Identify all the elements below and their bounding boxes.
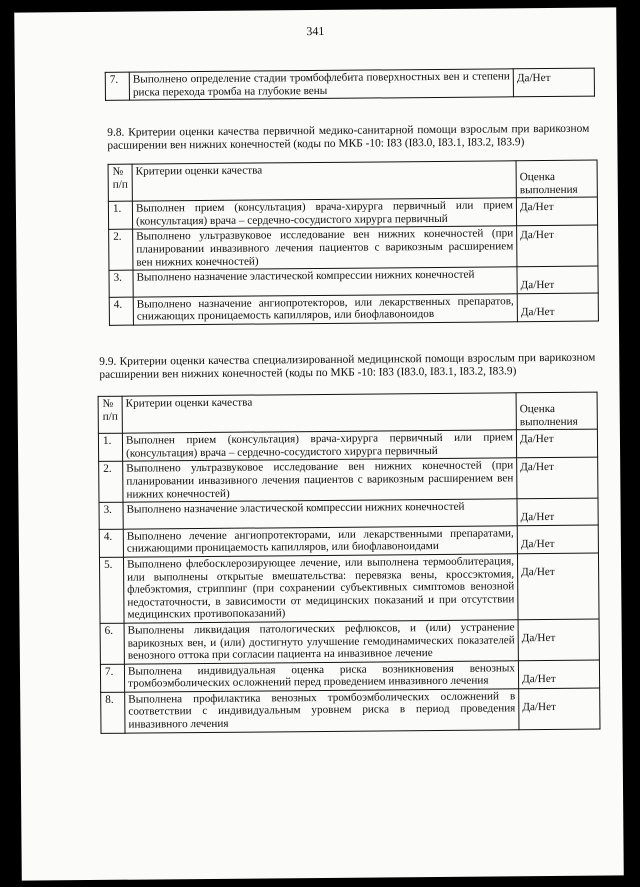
- row-number: 7.: [105, 72, 129, 100]
- table-row: [109, 293, 598, 325]
- section-98-heading: 9.8. Критерии оценки качества первичной медико-санитарной помощи взрослым при варикозном расширении вен нижних конечностей (коды по МКБ -10: I83 (I83.0, I83.1, I83.2, I83.9): [107, 122, 590, 152]
- row-number: 1.: [98, 433, 122, 461]
- table-row: [109, 266, 598, 297]
- row-criteria: Выполнено флебосклерозирующее лечение, или выполнена термооблитерация, или выполнены открытые вмешательства: перевязка вены, кроссэктомия, флебэктомия, стриппинг (при сохранении субъективных симптомов венозной недостаточности, в зависимости от медицинских показаний и при отсутствии медицинских противопоказаний): [123, 554, 518, 623]
- row-number: 5.: [99, 557, 124, 623]
- row-criteria: Выполнено лечение ангиопротекторами, или лекарственными препаратами, снижающими проницаемость капилляров, или биофлавоноидами: [123, 526, 517, 558]
- row-number: 2.: [99, 462, 123, 503]
- row-result: Да/Нет: [517, 525, 598, 554]
- section-99-table: [98, 392, 601, 734]
- row-criteria: Выполнена профилактика венозных тромбоэмболических осложнений в соответствии с индивидуальным уровнем риска в период проведения инвазивного лечения: [125, 689, 519, 733]
- table-row: [101, 688, 600, 733]
- table-row: [99, 525, 598, 558]
- table-row: [100, 619, 599, 664]
- row-result: Да/Нет: [517, 225, 598, 266]
- row-criteria: Выполнено определение стадии тромбофлебита поверхностных вен и степени риска перехода тромба на глубокие вены: [129, 69, 513, 101]
- row-criteria: Выполнена индивидуальная оценка риска возникновения венозных тромбоэмболических осложнений перед проведением инвазивного лечения: [124, 660, 518, 692]
- row-number: 4.: [109, 297, 133, 325]
- header-result: Оценка выполнения: [516, 160, 597, 198]
- table-row: [99, 457, 598, 502]
- table-row: [99, 553, 599, 623]
- row-result: Да/Нет: [517, 266, 598, 293]
- row-number: 2.: [109, 229, 133, 270]
- row-criteria: Выполнен прием (консультация) врача-хирурга первичный или прием (консультация) врача – сердечно-сосудистого хирурга первичный: [122, 430, 516, 462]
- row-criteria: Выполнено назначение ангиопротекторов, или лекарственных препаратов, снижающих проницаемость капилляров, или биофлавоноидов: [133, 294, 517, 326]
- row-criteria: Выполнен прием (консультация) врача-хирурга первичный или прием (консультация) врача – сердечно-сосудистого хирурга первичный: [132, 198, 516, 230]
- section-98-table: [108, 160, 599, 326]
- header-number: № п/п: [98, 396, 122, 433]
- row-result: Да/Нет: [519, 688, 600, 729]
- row-result: Да/Нет: [518, 660, 599, 689]
- row-criteria: Выполнено ультразвуковое исследование вен нижних конечностей (при планировании инвазивного лечения пациентов с варикозным расширением вен нижних конечностей): [133, 226, 517, 270]
- table-header-row: [108, 160, 597, 201]
- row-result: Да/Нет: [517, 553, 599, 620]
- row-result: Да/Нет: [517, 293, 598, 322]
- header-criteria: Критерии оценки качества: [132, 161, 516, 202]
- row-result: Да/Нет: [513, 68, 594, 97]
- table-row: [100, 660, 599, 693]
- row-number: 7.: [100, 664, 124, 692]
- table-row: [98, 429, 597, 462]
- row-number: 6.: [100, 623, 124, 664]
- row-number: 3.: [109, 270, 133, 297]
- row-number: 4.: [99, 529, 123, 557]
- row-result: Да/Нет: [517, 498, 598, 525]
- table-row: [108, 197, 597, 229]
- document-page: [14, 7, 624, 880]
- table-row: [109, 225, 598, 270]
- section-99-heading: 9.9. Критерии оценки качества специализированной медицинской помощи взрослым при варикозном расширении вен нижних конечностей (коды по МКБ -10: I83 (I83.0, I83.1, I83.2, I83.9): [99, 351, 596, 381]
- top-table: [105, 68, 595, 101]
- row-number: 8.: [101, 692, 125, 733]
- row-result: Да/Нет: [516, 197, 597, 226]
- row-result: Да/Нет: [516, 429, 597, 458]
- table-row: [105, 68, 594, 100]
- row-result: Да/Нет: [518, 619, 599, 660]
- row-number: 1.: [108, 201, 132, 229]
- row-result: Да/Нет: [517, 457, 598, 498]
- row-criteria: Выполнено назначение эластической компрессии нижних конечностей: [133, 267, 517, 297]
- row-criteria: Выполнено назначение эластической компрессии нижних конечностей: [123, 499, 517, 529]
- header-result: Оценка выполнения: [516, 392, 597, 430]
- header-number: № п/п: [108, 164, 132, 201]
- page-number: 341: [306, 23, 325, 39]
- row-criteria: Выполнено ультразвуковое исследование вен нижних конечностей (при планировании инвазивного лечения пациентов с варикозным расширением вен нижних конечностей): [123, 458, 517, 502]
- header-criteria: Критерии оценки качества: [122, 393, 516, 434]
- row-number: 3.: [99, 502, 123, 529]
- table-header-row: [98, 392, 597, 434]
- row-criteria: Выполнены ликвидация патологических рефлюксов, и (или) устранение варикозных вен, и (или) достигнуто улучшение гемодинамических показателей венозного оттока при согласии пациента на инвазивное лечение: [124, 620, 518, 664]
